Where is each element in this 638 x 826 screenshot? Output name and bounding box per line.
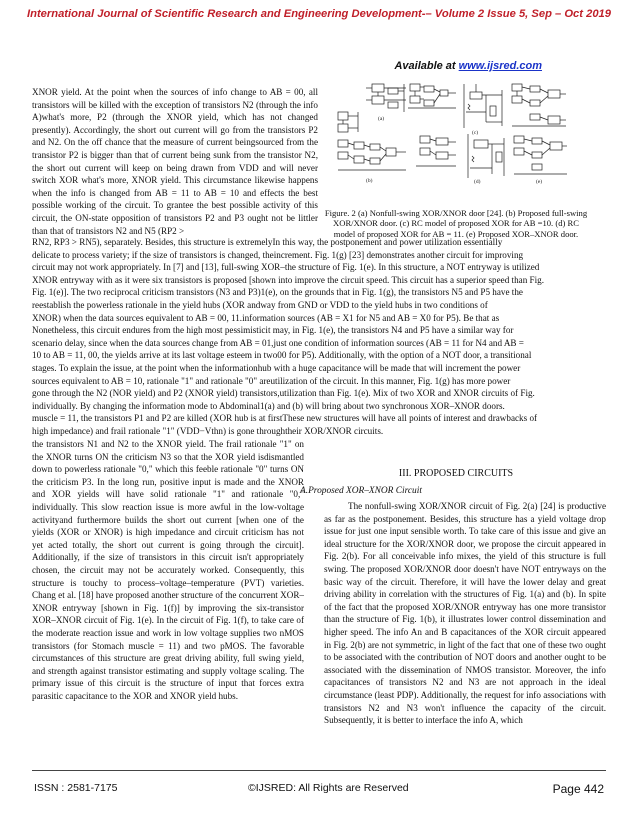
mid-line-8: Nonetheless, this circuit endures from the high most pessimisticit may, in Fig. 1(e), the transistors N4 and P5 have a similar way for — [32, 325, 514, 336]
left-column-bottom — [32, 438, 304, 702]
fig-label-b: (b) — [366, 178, 373, 184]
journal-url-link[interactable]: www.ijsred.com — [458, 60, 542, 72]
journal-header: International Journal of Scientific Research and Engineering Development-– Volume 2 Issue 5, Sep – Oct 2019 — [27, 8, 611, 20]
circuit-d — [416, 134, 504, 178]
circuit-c — [464, 84, 502, 128]
available-prefix: Available at — [394, 60, 459, 72]
circuit-e-lower — [514, 136, 567, 174]
mid-line-5: Fig. 1(e)]. The two reciprocal criticism transistors (N3 and P3)1(e), on the grounds that in Fig. 1(g), the transistors N5 and P5 have the — [32, 287, 523, 298]
circuit-b — [408, 84, 456, 108]
fig-label-a: (a) — [378, 116, 385, 122]
left-column-top — [32, 86, 318, 237]
fig-label-e: (e) — [536, 179, 543, 185]
circuit-b-lower — [338, 140, 406, 170]
fig-label-d: (d) — [474, 179, 481, 185]
mid-line-10: 10 to AB = 11, 00, the yields arrive at its last voltage esteem in two00 for P5). Additionally, with the option of a NOT door, a transitional — [32, 350, 532, 361]
footer-issn: ISSN : 2581-7175 — [34, 782, 118, 794]
paragraph-left-bottom: the transistors N1 and N2 to the XNOR yield. The frail rationale "1" on the XNOR turns ON the criticism N3 so that the XOR yield isdismantled down to powerless rationale "0," which this feeble rationale "0" turns ON the criticism P3. In the long run, positive input is made and the XNOR and XOR yields will have solid rationale "1" and rationale "0," individually. This slow reaction issue is more awful in the low-voltage activityand furthermore builds the short out current [when one of the yields (XOR or XNOR) is high impedance and circuit criticism has not yet acted totally, the short out current is going through the circuit]. Additionally, if the size of transistors in this circuit isn't appropriately chosen, the circuit may not be accurately worked. Consequently, this structure is touchy to process–voltage–temperature (PVT) varieties. Chang et al. [18] have proposed another structure of the concurrent XOR–XNOR entryway [shown in Fig. 1(f)] by improving the six-transistor XOR–XNOR circuit of Fig. 1(e). In the circuit of Fig. 1(f), to take care of the moderate reaction issue and work in low voltage supplies two nMOS transistors (for Stomach muscle = 11) and two pMOS. The favorable circumstances of this structure are great driving ability, full swing yield, and strength against transistor estimating and supply voltage scaling. The primary issue of this circuit is the structure of input that forces extra parasitic capacitance to the XOR and XNOR yield hubs. — [32, 439, 304, 701]
footer-page-number: Page 442 — [552, 782, 604, 796]
footer-rule — [32, 770, 606, 771]
mid-line-4: XNOR entryway with as it were six transistors is proposed [shown into improve the circuit speed. This circuit has a superior speed than Fig. — [32, 274, 545, 285]
fig-label-c: (c) — [472, 130, 479, 136]
mid-line-6: reestablish the powerless rationale in the yield hubs (XOR andway from GND or VDD to the yield hubs in two conditions of — [32, 299, 488, 310]
availability-line — [394, 60, 542, 72]
mid-line-12: sources equivalent to AB = 10, rationale "1" and rationale "0" areutilization of the circuit. In this manner, Fig. 1(g) has more power — [32, 375, 511, 386]
mid-line-11: stages. To explain the issue, at the point when the informationhub with a huge capacitance will be made that will increment the power — [32, 362, 521, 373]
mid-line-13: gone through the N2 (NOR yield) and P2 (XNOR yield) transistors,utilization than Fig. 1(e). Mix of two XOR and XNOR circuits of Fig. — [32, 388, 535, 399]
mid-line-2: delicate to process variety; if the size of transistors is changed, theincrement. Fig. 1(g) [23] demonstrates another circuit for improving — [32, 249, 524, 260]
mid-line-3: circuit may not work appropriately. In [7] and [13], full-swing XOR–the structure of Fig. 1(e). In this structure, a NOT entryway is utilized — [32, 262, 540, 273]
mid-line-9: scenario delay, since when the data sources change from AB = 01,just one condition of information sources (AB = 11 for N4 and AB = — [32, 337, 524, 348]
circuit-a — [366, 84, 406, 112]
footer-copyright: ©IJSRED: All Rights are Reserved — [248, 782, 409, 794]
section-title: III. PROPOSED CIRCUITS — [398, 468, 514, 479]
mid-line-1: RN2, RP3 > RN5), separately. Besides, this structure is extremelyIn this way, the postponement and power utilization essentially — [32, 237, 503, 247]
circuit-e — [512, 84, 566, 126]
mid-line-7: XNOR) when the data sources equivalent to AB = 00, 11.information sources (AB = X1 for N5 and AB = X0 for P5). Be that as — [32, 312, 500, 323]
mid-line-16: high impedance) and frail rationale "1" (VDD−Vthn) is gone throughtheir XOR/XNOR circuits. — [32, 425, 384, 436]
figure-2-circuits — [336, 82, 568, 186]
circuit-a-left — [338, 112, 358, 132]
subsection-title: A.Proposed XOR–XNOR Circuit — [300, 486, 422, 496]
right-column-bottom — [324, 500, 606, 727]
interleaved-lines — [32, 236, 606, 438]
paragraph-left-top: XNOR yield. At the point when the sources of info change to AB = 00, all transistors will be killed with the exception of transistors N2 (through the info A)what's more, P2 (through the XNOR yield, which has not changed presently). Accordingly, the short out current will go from the transistors P2 and N2. On the off chance that the measure of current beingsourced from the transistor P2 is bigger than that of current being sunk from the transistor N2, the short out current will keep on being drawn from VDD and will never switch XOR what's more, XNOR yield. This circumstance likewise happens when the info is changed from AB = 11 to AB = 10 and effects the best possible working of the circuit. To grantee the best possible activity of this circuit, the ON-state opposition of transistors P2 and P3 ought not be littler than that of transistors N2 and N5 (RP2 > — [32, 87, 318, 236]
mid-line-15: muscle = 11, the transistors P1 and P2 are killed (XOR hub is at firstThese new structures will have all points of interest and drawbacks of — [32, 413, 538, 424]
figure-2-caption: Figure. 2 (a) Nonfull-swing XOR/XNOR door [24]. (b) Proposed full-swing XOR/XNOR door. (c) RC model of proposed XOR for AB =10. (d) RC model of proposed XOR for AB = 11. (e) Proposed XOR–XNOR door. — [324, 208, 588, 239]
paragraph-right-bottom: The nonfull-swing XOR/XNOR circuit of Fig. 2(a) [24] is productive as far as the postponement. Besides, this structure has a yield voltage drop issue for just one input sensible worth. To take care of this issue and give an ideal structure for the XOR/XNOR door, we propose the circuit appeared in Fig. 2(b). For all conceivable info mixes, the yield of this structure is full swing. The proposed XOR/XNOR door doesn't have NOT entryways on the basic way of the circuit. Therefore, it will have the lower delay and great driving ability in correlation with the structures of Fig. 1(a) and (b). In spite of the fact that the proposed XOR/XNOR entryway has one more transistor than the structure of Fig. 1(b), it illustrates lower control dissemination and higher speed. The info An and B capacitances of the XOR circuit appeared in Fig. 2(b) are not symmetric, in light of the fact that one of these two ought to be associated with the contribution of NOT doors and another ought to be associated with the dissemination of NMOS transistor. Moreover, the info capacitances of transistors N2 and N3 are not approach in the ideal circumstance (least PDP). Additionally, the request for info associations with transistors N2 and N3 won't influence the capacity of the circuit. Subsequently, it is better to interface the info A, which — [324, 501, 606, 726]
mid-line-14: individually. By changing the information mode to Abdominal1(a) and (b) will bring about two synchronous XOR–XNOR doors. — [32, 400, 505, 411]
